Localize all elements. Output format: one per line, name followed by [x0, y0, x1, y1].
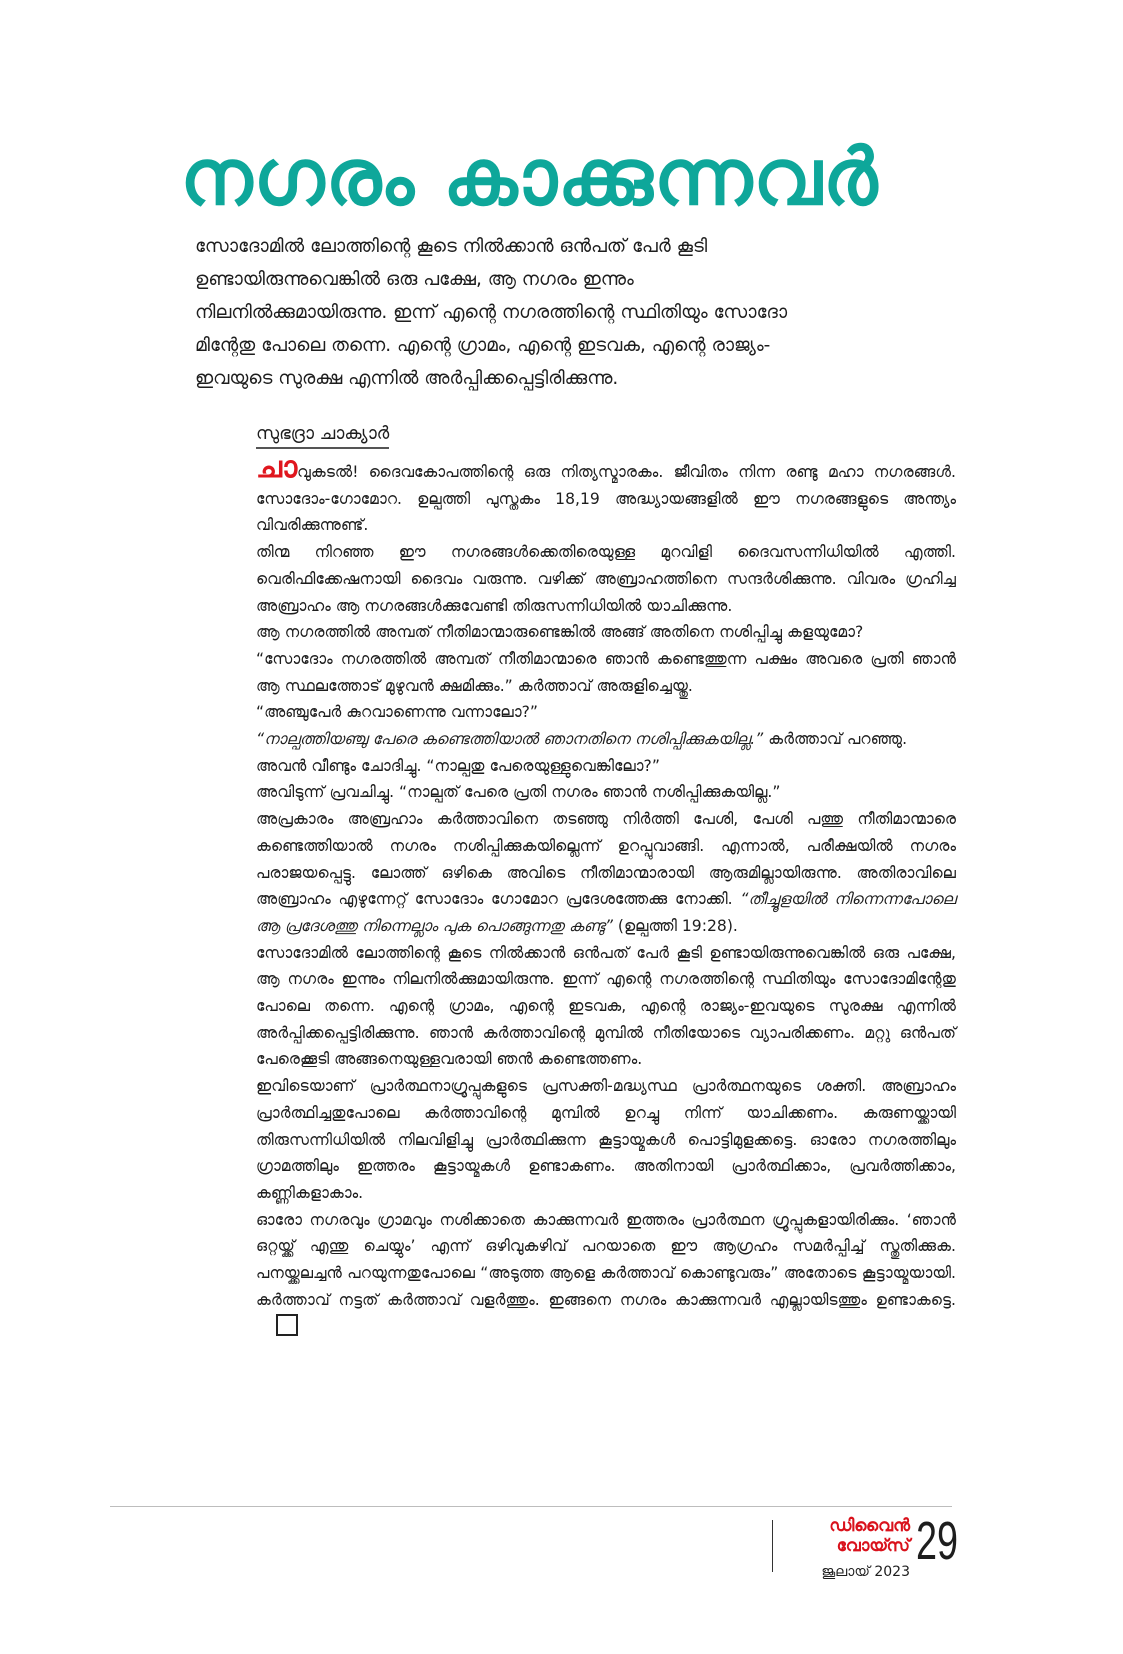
footer-divider — [110, 1506, 952, 1507]
paragraph: തിന്മ നിറഞ്ഞ ഈ നഗരങ്ങൾക്കെതിരെയുള്ള മുറവിളി ദൈവസന്നിധിയിൽ എത്തി. വെരിഫിക്കേഷനായി ദൈവം വരുന്നു. വഴിക്ക് അബ്രാഹത്തിനെ സന്ദർശിക്കുന്നു. വിവരം ഗ്രഹിച്ച അബ്രാഹം ആ നഗരങ്ങൾക്കുവേണ്ടി തിരുസന്നിധിയിൽ യാചിക്കുന്നു. — [256, 543, 956, 615]
paragraph: ആ നഗരത്തിൽ അമ്പത് നീതിമാന്മാരുണ്ടെങ്കിൽ അങ്ങ് അതിനെ നശിപ്പിച്ചു കളയുമോ? — [256, 623, 864, 642]
intro-line: മിന്റേതു പോലെ തന്നെ. എന്റെ ഗ്രാമം, എന്റെ ഇടവക, എന്റെ രാജ്യം- — [195, 335, 771, 356]
intro-standfirst — [195, 230, 955, 395]
intro-line: സോദോമിൽ ലോത്തിന്റെ കൂടെ നിൽക്കാൻ ഒൻപത് പേർ കൂടി — [195, 236, 708, 257]
author-byline: സുഭദ്രാ ചാക്യാർ — [256, 423, 389, 449]
paragraph: അവൻ വീണ്ടും ചോദിച്ചു. “നാല്പതു പേരെയുള്ളുവെങ്കിലോ?” — [256, 756, 660, 775]
paragraph — [256, 726, 956, 753]
paragraph: അവിടുന്ന് പ്രവചിച്ചു. “നാല്പത് പേരെ പ്രതി നഗരം ഞാൻ നശിപ്പിക്കുകയില്ല.” — [256, 783, 781, 802]
scripture-reference: (ഉല്പത്തി 19:28). — [612, 916, 738, 935]
paragraph-text: കർത്താവ് പറഞ്ഞു. — [763, 730, 908, 749]
intro-line: ഇവയുടെ സുരക്ഷ എന്നിൽ അർപ്പിക്കപ്പെട്ടിരിക്കുന്നു. — [195, 368, 619, 389]
issue-date: ജൂലായ് 2023 — [821, 1564, 910, 1580]
article-title: നഗരം കാക്കുന്നവർ — [180, 133, 879, 223]
article-body — [256, 450, 956, 1341]
intro-line: ഉണ്ടായിരുന്നുവെങ്കിൽ ഒരു പക്ഷേ, ആ നഗരം ഇന്നും — [195, 269, 634, 290]
footer-vertical-divider — [772, 1520, 773, 1572]
paragraph-text: ഓരോ നഗരവും ഗ്രാമവും നശിക്കാതെ കാക്കുന്നവർ ഇത്തരം പ്രാർത്ഥന ഗ്രൂപ്പുകളായിരിക്കും. ‘ഞാൻ ഒറ്റയ്ക്ക് എന്തു ചെയ്യും’ എന്ന് ഒഴിവുകഴിവ് പറയാതെ ഈ ആഗ്രഹം സമർപ്പിച്ച് സ്തുതിക്കുക. പനയ്ക്കലച്ചൻ പറയുന്നതുപോലെ “അടുത്ത ആളെ കർത്താവ് കൊണ്ടുവരും” അതോടെ കൂട്ടായ്മയായി. കർത്താവ് നട്ടത് കർത്താവ് വളർത്തും. ഇങ്ങനെ നഗരം കാക്കുന്നവർ എല്ലായിടത്തും ഉണ്ടാകട്ടെ. — [256, 1210, 956, 1309]
paragraph — [256, 806, 956, 940]
paragraph-text: അപ്രകാരം അബ്രഹാം കർത്താവിനെ തടഞ്ഞു നിർത്തി പേശി, പേശി പത്തു നീതിമാന്മാരെ കണ്ടെത്തിയാൽ നഗരം നശിപ്പിക്കുകയില്ലെന്ന് ഉറപ്പുവാങ്ങി. എന്നാൽ, പരീക്ഷയിൽ നഗരം പരാജയപ്പെട്ടു. ലോത്ത് ഒഴികെ അവിടെ നീതിമാന്മാരായി ആരുമില്ലായിരുന്നു. അതിരാവിലെ അബ്രാഹം എഴുന്നേറ്റ് സോദോം ഗോമോറ പ്രദേശത്തേക്കു നോക്കി. — [256, 810, 956, 909]
paragraph: “അഞ്ചുപേർ കുറവാണെന്നു വന്നാലോ?” — [256, 703, 538, 722]
page-number: 29 — [916, 1511, 959, 1571]
paragraph: സോദോമിൽ ലോത്തിന്റെ കൂടെ നിൽക്കാൻ ഒൻപത് പേർ കൂടി ഉണ്ടായിരുന്നുവെങ്കിൽ ഒരു പക്ഷേ, ആ നഗരം ഇന്നും നിലനിൽക്കുമായിരുന്നു. ഇന്ന് എന്റെ നഗരത്തിന്റെ സ്ഥിതിയും സോദോമിന്റേതു പോലെ തന്നെ. എന്റെ ഗ്രാമം, എന്റെ ഇടവക, എന്റെ രാജ്യം-ഇവയുടെ സുരക്ഷ എന്നിൽ അർപ്പിക്കപ്പെട്ടിരിക്കുന്നു. ഞാൻ കർത്താവിന്റെ മുമ്പിൽ നീതിയോടെ വ്യാപരിക്കണം. മറ്റു ഒൻപത് പേരെക്കൂടി അങ്ങനെയുള്ളവരായി ഞൻ കണ്ടെത്തണം. — [256, 943, 956, 1069]
magazine-name: ഡിവൈൻ വോയ്സ് — [829, 1516, 910, 1556]
intro-line: നിലനിൽക്കുമായിരുന്നു. ഇന്ന് എന്റെ നഗരത്തിന്റെ സ്ഥിതിയും സോദോ — [195, 302, 788, 323]
quote-italic: “നാല്പത്തിയഞ്ചു പേരെ കണ്ടെത്തിയാൽ ഞാനതിനെ നശിപ്പിക്കുകയില്ല.” — [256, 730, 764, 749]
quote-italic: “തീച്ചൂളയിൽ നിന്നെന്നപോലെ ആ പ്രദേശത്തു നിന്നെല്ലാം പുക പൊങ്ങുന്നതു കണ്ടു” — [256, 890, 956, 935]
end-mark-icon — [276, 1314, 298, 1336]
paragraph: ഇവിടെയാണ് പ്രാർത്ഥനാഗ്രൂപ്പുകളുടെ പ്രസക്തി-മദ്ധ്യസ്ഥ പ്രാർത്ഥനയുടെ ശക്തി. അബ്രാഹം പ്രാർത്ഥിച്ചതുപോലെ കർത്താവിന്റെ മുമ്പിൽ ഉറച്ചു നിന്ന് യാചിക്കണം. കരുണയ്ക്കായി തിരുസന്നിധിയിൽ നിലവിളിച്ചു പ്രാർത്ഥിക്കുന്ന കൂട്ടായ്മകൾ പൊട്ടിമുളക്കട്ടെ. ഓരോ നഗരത്തിലും ഗ്രാമത്തിലും ഇത്തരം കൂട്ടായ്മകൾ ഉണ്ടാകണം. അതിനായി പ്രാർത്ഥിക്കാം, പ്രവർത്തിക്കാം, കണ്ണികളാകാം. — [256, 1077, 956, 1202]
paragraph — [256, 1207, 956, 1342]
paragraph: “സോദോം നഗരത്തിൽ അമ്പത് നീതിമാന്മാരെ ഞാൻ കണ്ടെത്തുന്ന പക്ഷം അവരെ പ്രതി ഞാൻ ആ സ്ഥലത്തോട് മുഴുവൻ ക്ഷമിക്കും.” കർത്താവ് അരുളിച്ചെയ്തു. — [256, 649, 956, 695]
paragraph — [256, 450, 956, 539]
paragraph-text: വുകടൽ! ദൈവകോപത്തിന്റെ ഒരു നിത്യസ്മാരകം. ജീവിതം നിന്ന രണ്ടു മഹാ നഗരങ്ങൾ. സോദോം-ഗോമോറ. ഉല്പത്തി പുസ്തകം 18,19 അദ്ധ്യായങ്ങളിൽ ഈ നഗരങ്ങളുടെ അന്ത്യം വിവരിക്കുന്നുണ്ട്. — [256, 463, 956, 535]
footer-masthead — [790, 1516, 910, 1580]
drop-cap: ചാ — [256, 450, 298, 485]
